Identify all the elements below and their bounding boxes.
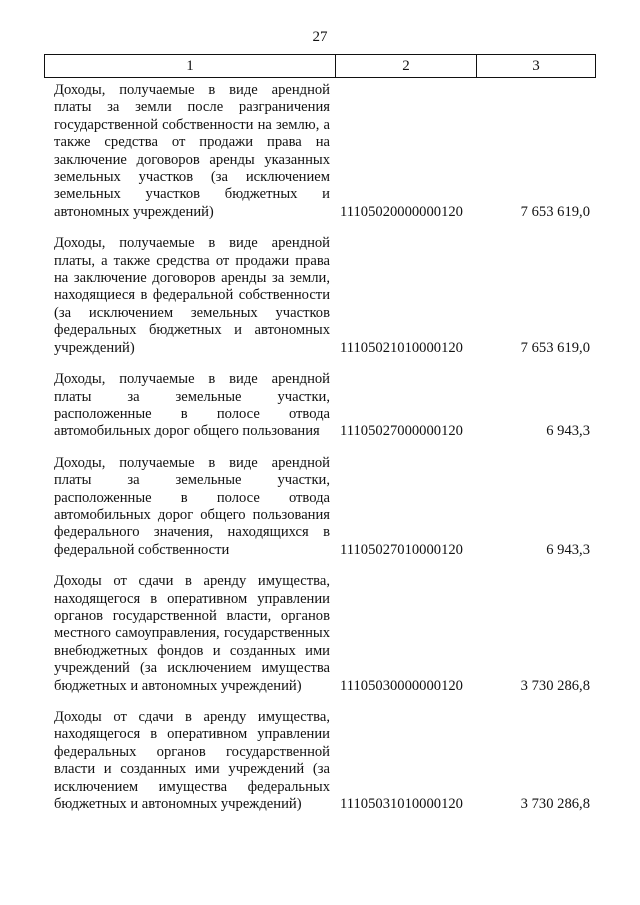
table-row bbox=[54, 82, 594, 221]
row-code: 11105027010000120 bbox=[340, 541, 463, 558]
row-description: Доходы, получаемые в виде арендной платы, а также средства от продажи права на заключение договоров аренды за земли, находящиеся в федеральной собственности (за исключением земельных участков федеральных бюджетных и автономных учреждений) bbox=[54, 235, 330, 356]
row-code: 11105030000000120 bbox=[340, 677, 463, 694]
row-amount: 6 943,3 bbox=[546, 423, 590, 440]
column-header-row bbox=[45, 55, 596, 78]
row-description: Доходы от сдачи в аренду имущества, находящегося в оперативном управлении органов государственной власти, органов местного самоуправления, государственных внебюджетных фондов и созданных ими учреждений (за исключением имущества бюджетных и автономных учреждений) bbox=[54, 573, 330, 694]
row-code: 11105021010000120 bbox=[340, 339, 463, 356]
column-header-1: 1 bbox=[45, 55, 336, 78]
row-description: Доходы от сдачи в аренду имущества, находящегося в оперативном управлении федеральных органов государственной власти и созданных ими учреждений (за исключением имущества федеральных бюджетных и автономных учреждений) bbox=[54, 709, 330, 813]
column-header-2: 2 bbox=[336, 55, 477, 78]
table-body bbox=[54, 82, 594, 827]
row-code: 11105031010000120 bbox=[340, 796, 463, 813]
table-row bbox=[54, 573, 594, 695]
row-code: 11105027000000120 bbox=[340, 423, 463, 440]
table-row bbox=[54, 371, 594, 441]
column-header-3: 3 bbox=[477, 55, 596, 78]
row-amount: 3 730 286,8 bbox=[520, 796, 590, 813]
row-description: Доходы, получаемые в виде арендной платы за земельные участки, расположенные в полосе отвода автомобильных дорог общего пользования bbox=[54, 371, 330, 440]
table-row bbox=[54, 709, 594, 813]
row-description: Доходы, получаемые в виде арендной платы за земельные участки, расположенные в полосе отвода автомобильных дорог общего пользования федерального значения, находящихся в федеральной собственности bbox=[54, 454, 330, 558]
table-row bbox=[54, 235, 594, 357]
row-amount: 6 943,3 bbox=[546, 541, 590, 558]
column-header-table bbox=[44, 54, 596, 78]
table-row bbox=[54, 455, 594, 559]
row-amount: 7 653 619,0 bbox=[520, 339, 590, 356]
page-number: 27 bbox=[312, 29, 328, 45]
row-description: Доходы, получаемые в виде арендной платы за земли после разграничения государственной собственности на землю, а также средства от продажи права на заключение договоров аренды указанных земельных участков (за исключением земельных участков бюджетных и автономных учреждений) bbox=[54, 82, 330, 220]
row-amount: 7 653 619,0 bbox=[520, 203, 590, 220]
row-code: 11105020000000120 bbox=[340, 203, 463, 220]
row-amount: 3 730 286,8 bbox=[520, 677, 590, 694]
